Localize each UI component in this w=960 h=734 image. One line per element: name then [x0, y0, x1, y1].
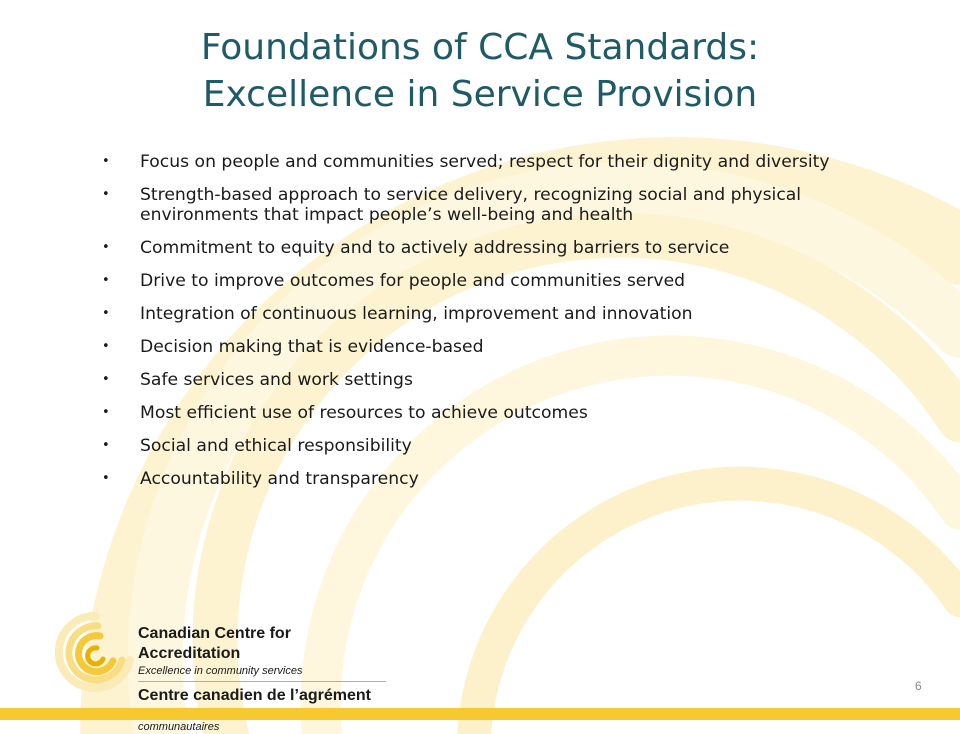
- bullet-dot-icon: •: [102, 339, 110, 354]
- bullet-item: • Drive to improve outcomes for people and communities served: [102, 271, 686, 291]
- bullet-dot-icon: •: [102, 240, 110, 255]
- bullet-item: • Most efficient use of resources to achieve outcomes: [102, 403, 588, 423]
- logo-divider: [138, 681, 386, 682]
- bullet-dot-icon: •: [102, 306, 110, 321]
- logo-name-fr: Centre canadien de l’agrément: [138, 687, 371, 704]
- bullet-dot-icon: •: [102, 187, 110, 202]
- title-line-1: Foundations of CCA Standards:: [200, 27, 760, 68]
- logo-tagline-en: Excellence in community services: [138, 665, 303, 677]
- bullet-item: • Decision making that is evidence-based: [102, 337, 484, 357]
- bullet-dot-icon: •: [102, 273, 110, 288]
- bullet-dot-icon: •: [102, 372, 110, 387]
- bullet-list: [100, 152, 880, 502]
- bullet-item: • Focus on people and communities served; respect for their dignity and diversity: [102, 152, 830, 172]
- bullet-item: • Social and ethical responsibility: [102, 436, 412, 456]
- slide-title: [0, 24, 960, 118]
- bullet-item: • Strength-based approach to service delivery, recognizing social and physical environments that impact people’s well-being and health: [102, 185, 802, 225]
- title-line-2: Excellence in Service Provision: [202, 74, 758, 115]
- logo-name-en: Canadian Centre for Accreditation: [138, 625, 291, 662]
- bullet-item: • Safe services and work settings: [102, 370, 413, 390]
- bottom-accent-bar: [0, 708, 960, 720]
- sun-swirl-icon: [58, 606, 134, 702]
- bullet-dot-icon: •: [102, 471, 110, 486]
- bullet-dot-icon: •: [102, 405, 110, 420]
- bullet-dot-icon: •: [102, 154, 110, 169]
- bullet-item: • Commitment to equity and to actively addressing barriers to service: [102, 238, 730, 258]
- bullet-item: • Integration of continuous learning, improvement and innovation: [102, 304, 693, 324]
- bullet-dot-icon: •: [102, 438, 110, 453]
- page-number: 6: [915, 679, 922, 693]
- logo-tagline-fr: communautaires: [138, 721, 220, 733]
- bullet-item: • Accountability and transparency: [102, 469, 419, 489]
- cca-logo: [58, 606, 388, 733]
